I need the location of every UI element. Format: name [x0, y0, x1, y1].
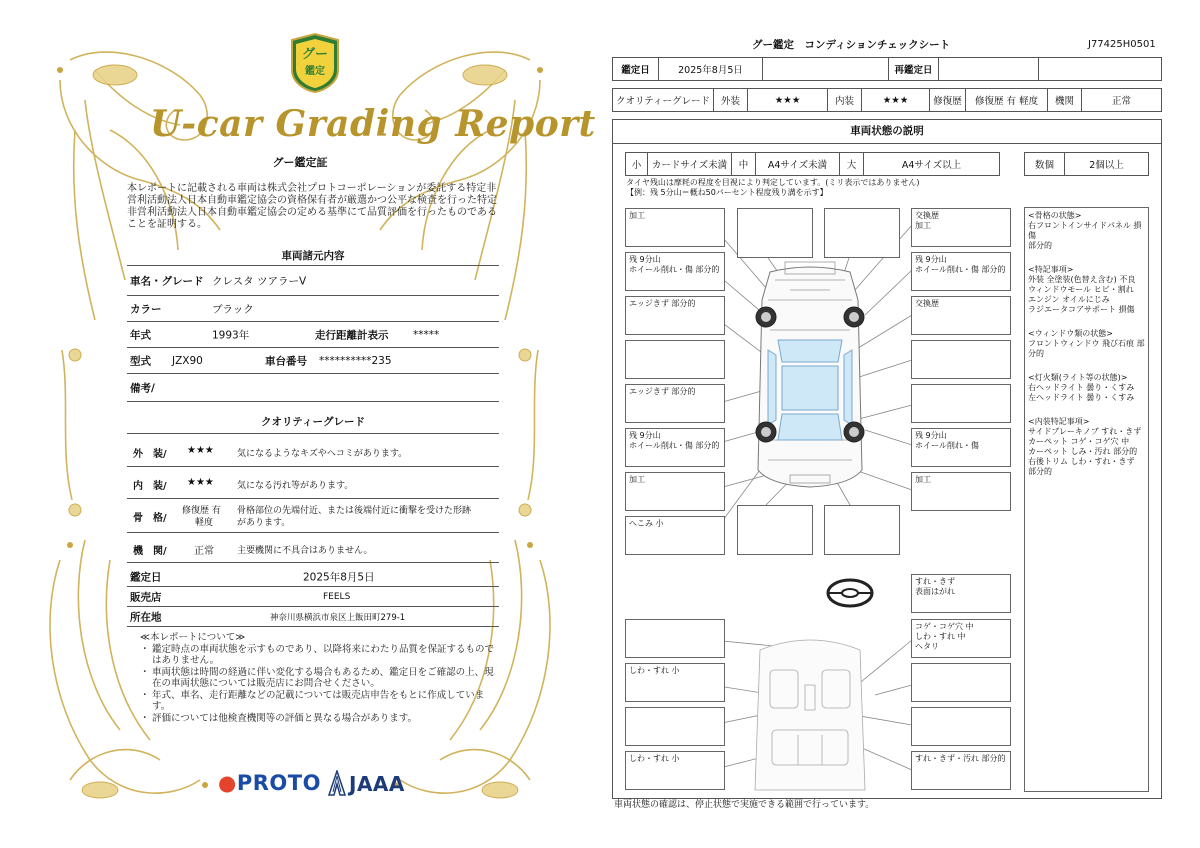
interior-label: 内 装/ [133, 481, 167, 492]
interior-left-4-box: しわ・すれ 小 [625, 751, 725, 790]
left-rear-quarter-box: 加工 [625, 472, 725, 511]
quality-grade-label: クオリティーグレード [613, 89, 714, 112]
dealer-row [127, 587, 499, 607]
right-rear-tire-box: 残 9分山 ホイール削れ・傷 [911, 428, 1011, 467]
right-rear-quarter-box: 加工 [911, 472, 1011, 511]
steering-wheel-icon [828, 580, 872, 606]
left-rear-tire-box: 残 9分山 ホイール削れ・傷 部分的 [625, 428, 725, 467]
left-front-tire-box: 残 9分山 ホイール削れ・傷 部分的 [625, 252, 725, 291]
appraisal-date-label: 鑑定日 [613, 58, 659, 81]
frame-label: 骨 格/ [133, 513, 167, 524]
appraisal-date-row [127, 567, 499, 587]
size-small: 小 [626, 153, 648, 176]
appraisal-date-label: 鑑定日 [130, 571, 162, 583]
address-label: 所在地 [130, 611, 162, 623]
interior-label: 内装 [828, 89, 862, 112]
certificate-heading: グー鑑定証 [272, 156, 328, 169]
proto-logo-mark-icon: ● [218, 771, 237, 795]
left-front-bumper-box: 加工 [625, 208, 725, 247]
engine-value: 正常 [1082, 89, 1162, 112]
interior-left-2-box: しわ・すれ 小 [625, 663, 725, 702]
condition-check-sheet [600, 0, 1200, 848]
exterior-label: 外 装/ [133, 449, 167, 460]
year-value: 1993年 [212, 329, 250, 341]
sheet-title: グー鑑定 コンディションチェックシート [752, 39, 951, 51]
count-desc: 2個以上 [1065, 153, 1149, 176]
interior-rating: ★★★ [187, 477, 214, 488]
left-front-fender-box: エッジきず 部分的 [625, 296, 725, 335]
repair-value: 修復歴 有 軽度 [966, 89, 1048, 112]
chassis-value: **********235 [319, 354, 392, 367]
interior-right-1-box: コゲ・コゲ穴 中 しわ・すれ 中 ヘタリ [911, 619, 1011, 658]
window-notes: <ウィンドウ類の状態> フロントウィンドウ 飛び石痕 部分的 [1028, 329, 1145, 358]
exterior-rating: ★★★ [187, 445, 214, 456]
size-small-desc: カードサイズ未満 [648, 153, 732, 176]
jaaa-logo: JAAA [349, 772, 405, 796]
light-notes: <灯火類(ライト等の状態)> 右ヘッドライト 曇り・くすみ 左ヘッドライト 曇り・くすみ [1028, 373, 1135, 402]
quality-row-interior [127, 467, 499, 499]
proto-logo: ●PROTO [218, 771, 321, 795]
interior-comment: 気になる汚れ等があります。 [237, 481, 354, 491]
interior-right-2-box [911, 663, 1011, 702]
chassis-label: 車台番号 [265, 355, 307, 367]
vehicle-condition-title: 車両状態の説明 [612, 119, 1162, 144]
right-front-bumper-box: 交換歴 加工 [911, 208, 1011, 247]
color-label: カラー [130, 303, 162, 315]
spec-row-remarks [127, 374, 499, 402]
trunk-right-box [824, 505, 900, 555]
hood-right-box [824, 208, 900, 258]
color-value: ブラック [212, 303, 254, 315]
model-label: 型式 [130, 355, 151, 367]
dealer-value: FEELS [323, 591, 351, 602]
quality-row-exterior [127, 434, 499, 467]
address-row [127, 607, 499, 627]
steering-box: すれ・きず 表面はがれ [911, 574, 1011, 613]
right-front-tire-box: 残 9分山 ホイール削れ・傷 部分的 [911, 252, 1011, 291]
svg-text:グー: グー [301, 47, 329, 62]
count-label: 数個 [1025, 153, 1065, 176]
frame-comment-line2: があります。 [237, 518, 291, 528]
engine-rating: 正常 [194, 546, 214, 557]
dealer-label: 販売店 [130, 591, 162, 603]
quality-row-frame [127, 499, 499, 533]
hood-left-box [737, 208, 813, 258]
svg-text:鑑定: 鑑定 [305, 66, 325, 77]
exterior-comment: 気になるようなキズやヘコミがあります。 [237, 449, 408, 459]
trunk-left-box [737, 505, 813, 555]
frame-rating-line1: 修復歴 有 [182, 506, 221, 516]
exterior-label: 外装 [714, 89, 748, 112]
remarks-label: 備考/ [130, 382, 155, 394]
engine-comment: 主要機関に不具合はありません。 [237, 546, 373, 556]
size-large-desc: A4サイズ以上 [864, 153, 1000, 176]
mileage-value: ***** [413, 328, 440, 341]
footer-note: 車両状態の確認は、停止状態で実施できる範囲で行っています。 [614, 800, 875, 810]
left-rear-bumper-box: へこみ 小 [625, 516, 725, 555]
interior-notes: <内装特記事項> サイドブレーキノブ すれ・きず カーペット コゲ・コゲ穴 中 カーペット しみ・汚れ 部分的 右後トリム しわ・すれ・きず 部分的 [1028, 417, 1142, 476]
name-grade-value: クレスタ ツアラーV [212, 275, 307, 287]
report-notes [140, 632, 500, 724]
notes-heading: ≪本レポートについて≫ [140, 632, 246, 643]
spec-row-color [127, 296, 499, 322]
appraisal-date-value: 2025年8月5日 [303, 571, 375, 583]
year-label: 年式 [130, 329, 151, 341]
tread-note: タイヤ残山は摩耗の程度を目視により判定しています。(ミリ表示ではありません) 【例：残 5分山＝概ね50パーセント程度残り溝を示す】 [626, 178, 920, 197]
specs-heading: 車両諸元内容 [281, 250, 345, 262]
size-large: 大 [840, 153, 864, 176]
spec-row-model [127, 348, 499, 374]
engine-label: 機関 [1048, 89, 1082, 112]
certificate-statement: 本レポートに記載される車両は株式会社プロトコーポレーションが委託する特定非営利活動法人日本自動車鑑定協会の資格保有者が厳選かつ公平な検査を行った特定非営利活動法人日本自動車鑑定協会の定める基準にて品質評価を行ったものであることを証明する。 [127, 183, 497, 230]
goo-appraisal-badge-icon [286, 32, 344, 94]
note-item: ・ 車両状態は時間の経過に伴い変化する場合もあるため、鑑定日をご確認の上、現在の車両状態については販売店にお問合せください。 [140, 667, 500, 690]
note-item: ・ 鑑定時点の車両状態を示すものであり、以降将来にわたり品質を保証するものではありません。 [140, 644, 500, 667]
frame-comment-line1: 骨格部位の先端付近、または後端付近に衝撃を受けた形跡 [237, 506, 472, 516]
note-item: ・ 評価については他検査機関等の評価と異なる場合があります。 [140, 713, 500, 725]
right-front-door-box [911, 340, 1011, 379]
interior-value: ★★★ [862, 89, 930, 112]
spec-row-name-grade [127, 266, 499, 296]
frame-rating-line2: 軽度 [195, 518, 214, 528]
sheet-id: J77425H0501 [1088, 39, 1156, 50]
frame-notes: <骨格の状態> 右フロントインサイドパネル 損傷 部分的 [1028, 211, 1142, 250]
interior-right-4-box: すれ・きず・汚れ 部分的 [911, 751, 1011, 790]
right-front-fender-box: 交換歴 [911, 296, 1011, 335]
quality-heading: クオリティーグレード [261, 416, 365, 428]
interior-right-3-box [911, 707, 1011, 746]
reappraisal-label: 再鑑定日 [889, 58, 939, 81]
right-rear-door-box [911, 384, 1011, 423]
spec-row-year [127, 322, 499, 348]
exterior-value: ★★★ [748, 89, 828, 112]
engine-label: 機 関/ [133, 546, 167, 557]
interior-left-1-box [625, 619, 725, 658]
special-notes: <特記事項> 外装 全塗装(色替え含む) 不良 ウィンドウモール ヒビ・割れ エンジン オイルにじみ ラジエータコアサポート 損傷 [1028, 265, 1136, 314]
appraisal-date-value: 2025年8月5日 [659, 58, 763, 81]
quality-row-engine [127, 533, 499, 563]
mileage-label: 走行距離計表示 [315, 329, 389, 341]
left-front-door-box [625, 340, 725, 379]
interior-left-3-box [625, 707, 725, 746]
jaaa-logo-mark-icon [328, 770, 346, 796]
name-grade-label: 車名・グレード [130, 275, 204, 287]
repair-label: 修復歴 [930, 89, 966, 112]
model-value: JZX90 [172, 354, 203, 367]
left-rear-door-box: エッジきず 部分的 [625, 384, 725, 423]
condition-notes [1024, 207, 1149, 792]
report-title-script: U-car Grading Report [150, 103, 596, 145]
size-medium: 中 [732, 153, 756, 176]
size-medium-desc: A4サイズ未満 [756, 153, 840, 176]
address-value: 神奈川県横浜市泉区上飯田町279-1 [270, 612, 406, 623]
note-item: ・ 年式、車名、走行距離などの記載については販売店申告をもとに作成しています。 [140, 690, 500, 713]
